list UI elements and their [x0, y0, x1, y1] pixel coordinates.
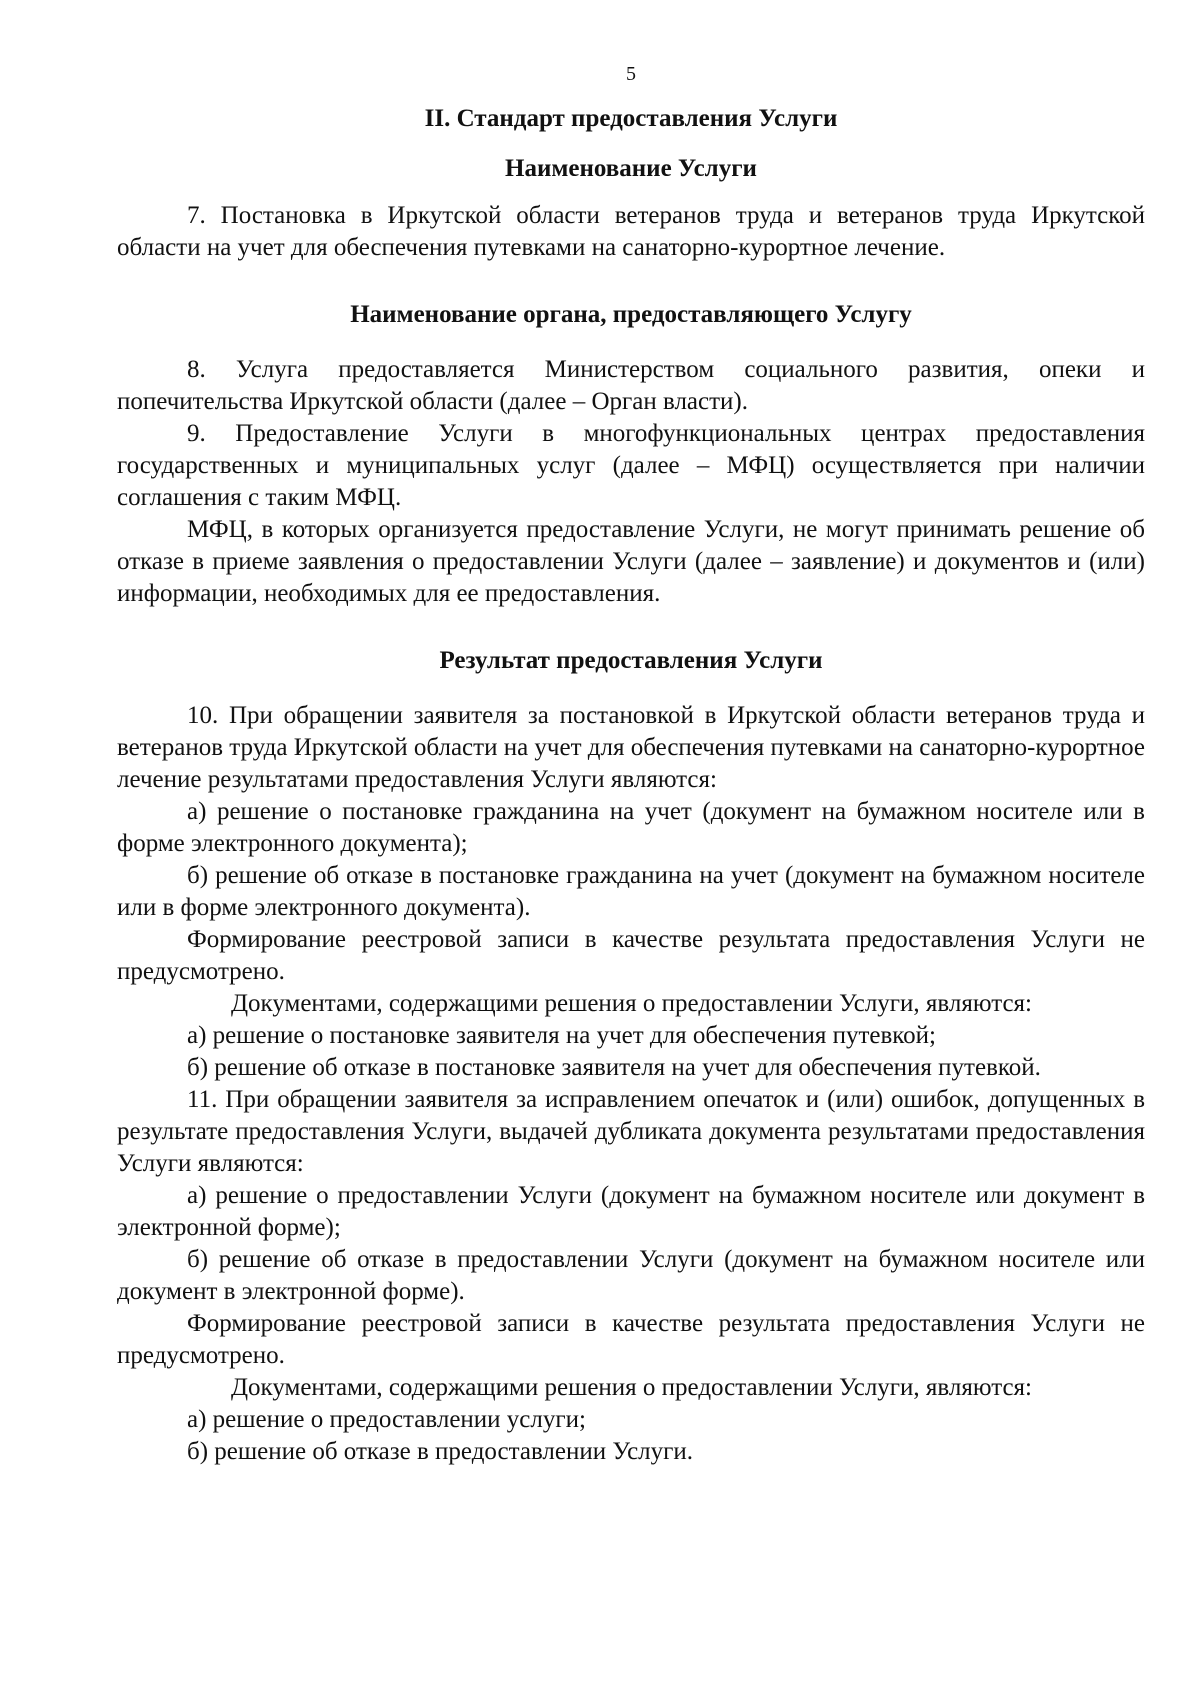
page-number: 5 [626, 63, 636, 85]
paragraph-11: 11. При обращении заявителя за исправлением опечаток и (или) ошибок, допущенных в результате предоставления Услуги, выдачей дубликата документа результатами предоставления Услуги являются: [117, 1086, 1145, 1177]
paragraph-10-docs: Документами, содержащими решения о предоставлении Услуги, являются: [231, 990, 1032, 1017]
heading-authority-name: Наименование органа, предоставляющего Услугу [350, 301, 912, 328]
paragraph-9-mfc: МФЦ, в которых организуется предоставление Услуги, не могут принимать решение об отказе в приеме заявления о предоставлении Услуги (далее – заявление) и документов и (или) информации, необходимых для ее предоставления. [117, 516, 1145, 607]
paragraph-11-docs-a: а) решение о предоставлении услуги; [187, 1406, 586, 1433]
paragraph-10-registry: Формирование реестровой записи в качестве результата предоставления Услуги не предусмотрено. [117, 926, 1145, 985]
paragraph-10-a: а) решение о постановке гражданина на учет (документ на бумажном носителе или в форме электронного документа); [117, 798, 1145, 857]
paragraph-10-docs-b: б) решение об отказе в постановке заявителя на учет для обеспечения путевкой. [187, 1054, 1041, 1081]
paragraph-11-docs: Документами, содержащими решения о предоставлении Услуги, являются: [231, 1374, 1032, 1401]
paragraph-10-b: б) решение об отказе в постановке гражданина на учет (документ на бумажном носителе или в форме электронного документа). [117, 862, 1145, 921]
paragraph-8: 8. Услуга предоставляется Министерством социального развития, опеки и попечительства Иркутской области (далее – Орган власти). [117, 356, 1145, 415]
paragraph-11-registry: Формирование реестровой записи в качестве результата предоставления Услуги не предусмотрено. [117, 1310, 1145, 1369]
document-page [117, 62, 1145, 1468]
section-title: II. Стандарт предоставления Услуги [424, 105, 838, 132]
heading-result: Результат предоставления Услуги [439, 647, 823, 674]
paragraph-11-a: а) решение о предоставлении Услуги (документ на бумажном носителе или документ в электронной форме); [117, 1182, 1145, 1241]
paragraph-7: 7. Постановка в Иркутской области ветеранов труда и ветеранов труда Иркутской области на учет для обеспечения путевками на санаторно-курортное лечение. [117, 202, 1145, 261]
paragraph-10-docs-a: а) решение о постановке заявителя на учет для обеспечения путевкой; [187, 1022, 936, 1049]
paragraph-11-b: б) решение об отказе в предоставлении Услуги (документ на бумажном носителе или документ в электронной форме). [117, 1246, 1145, 1305]
paragraph-10: 10. При обращении заявителя за постановкой в Иркутской области ветеранов труда и ветеранов труда Иркутской области на учет для обеспечения путевками на санаторно-курортное лечение результатами предоставления Услуги являются: [117, 702, 1145, 793]
paragraph-9: 9. Предоставление Услуги в многофункциональных центрах предоставления государственных и муниципальных услуг (далее – МФЦ) осуществляется при наличии соглашения с таким МФЦ. [117, 420, 1145, 511]
heading-service-name: Наименование Услуги [505, 155, 757, 182]
paragraph-11-docs-b: б) решение об отказе в предоставлении Услуги. [187, 1438, 694, 1465]
